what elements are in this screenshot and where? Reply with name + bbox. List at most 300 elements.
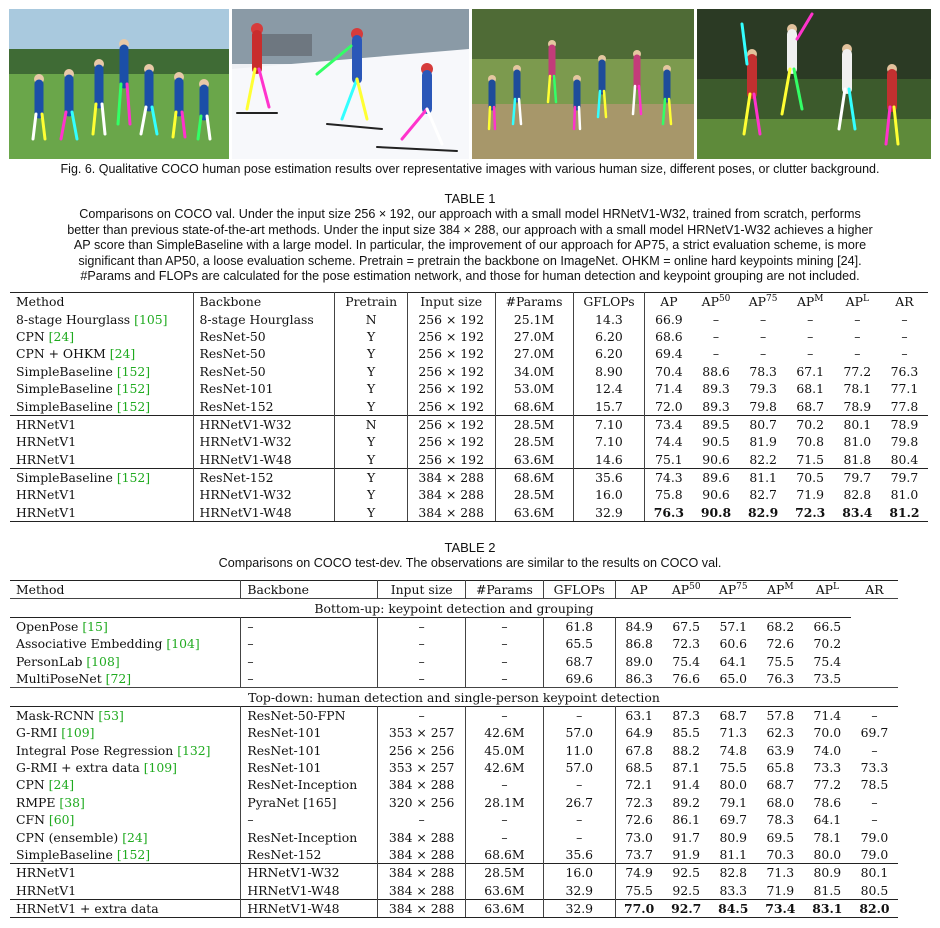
value-cell: N [335, 310, 407, 327]
value-cell: 68.5 [625, 760, 653, 776]
t2-row [10, 635, 898, 652]
value-cell: 25.1M [495, 310, 573, 327]
value-cell: 80.9 [719, 829, 748, 845]
method-cell: CPN [24] [10, 776, 241, 793]
value-cell: 88.2 [672, 742, 700, 758]
t2-row [10, 864, 898, 882]
value-cell: 80.0 [719, 777, 748, 793]
citation-link[interactable]: [105] [134, 311, 168, 327]
value-cell: 14.3 [573, 310, 645, 327]
value-cell: 35.6 [543, 846, 615, 864]
citation-link[interactable]: [152] [116, 398, 151, 414]
value-cell: 384 × 288 [407, 468, 495, 486]
value-cell: 81.1 [740, 468, 787, 486]
value-cell: 87.3 [663, 706, 710, 724]
value-cell: Y [335, 451, 407, 469]
value-cell: 35.6 [573, 468, 645, 486]
value-cell: 384 × 288 [378, 900, 466, 918]
value-cell: HRNetV1-W32 [193, 486, 335, 503]
value-cell: Y [335, 486, 407, 503]
value-cell: 71.9 [796, 487, 824, 503]
value-cell: 66.5 [804, 617, 851, 635]
value-cell: 73.4 [757, 900, 804, 918]
value-cell: 86.3 [625, 671, 653, 687]
value-cell: 71.9 [766, 882, 795, 898]
value-cell: 70.5 [787, 468, 834, 486]
citation-link[interactable]: [104] [166, 636, 200, 652]
method-cell: SimpleBaseline [152] [10, 846, 241, 864]
value-cell: 70.0 [813, 725, 842, 741]
value-cell: N [335, 415, 407, 433]
citation-link[interactable]: [24] [48, 328, 75, 344]
t2-header-cell: $AP^L$ [804, 581, 851, 599]
t1-row [10, 328, 928, 345]
value-cell: 90.8 [692, 504, 739, 522]
value-cell: 78.5 [860, 777, 889, 793]
method-cell: CPN + OHKM [24] [10, 345, 193, 362]
value-cell: 76.3 [645, 504, 693, 522]
value-cell: – [465, 706, 543, 724]
value-cell: 81.5 [813, 882, 842, 898]
value-cell: 64.1 [813, 812, 842, 828]
value-cell: 81.2 [881, 504, 928, 522]
value-cell: – [378, 670, 466, 688]
t1-header-cell: AP$^{50}$ [692, 293, 739, 311]
value-cell: 84.5 [710, 900, 757, 918]
value-cell: 68.6M [465, 846, 543, 864]
value-cell: 79.8 [890, 434, 919, 450]
citation-link[interactable]: [152] [116, 363, 151, 379]
value-cell: 71.5 [796, 451, 824, 467]
value-cell: 85.5 [672, 725, 700, 741]
value-cell: 28.5M [495, 415, 573, 433]
value-cell: ResNet-50 [193, 345, 335, 362]
value-cell: 75.5 [719, 760, 748, 776]
value-cell: ResNet-Inception [241, 776, 378, 793]
value-cell: 32.9 [543, 900, 615, 918]
value-cell: 256 × 192 [407, 363, 495, 380]
value-cell: 75.4 [672, 653, 700, 669]
value-cell: 82.7 [749, 487, 777, 503]
t1-header-cell: AR [881, 293, 928, 311]
value-cell: 90.5 [702, 434, 730, 450]
value-cell: 68.7 [766, 777, 795, 793]
value-cell: 63.9 [766, 742, 795, 758]
table1-label: TABLE 1 [444, 191, 496, 206]
value-cell: – [241, 670, 378, 688]
t2-row [10, 900, 898, 918]
value-cell: 64.9 [625, 725, 653, 741]
t1-row [10, 363, 928, 380]
value-cell: Y [335, 468, 407, 486]
value-cell: – [543, 776, 615, 793]
value-cell: 92.7 [663, 900, 710, 918]
value-cell: 82.2 [749, 451, 777, 467]
value-cell: 75.5 [625, 882, 653, 898]
value-cell: 8-stage Hourglass [193, 310, 335, 327]
method-cell: HRNetV1 [10, 451, 193, 469]
value-cell: 69.5 [766, 829, 795, 845]
value-cell: 79.0 [860, 847, 889, 863]
value-cell: 82.8 [710, 864, 757, 882]
table1-caption-line: better than previous state-of-the-art methods. Under the input size 384 × 288, our approach with a small model HRNetV1-W32 achieves a higher [67, 222, 873, 237]
t1-header-cell: GFLOPs [573, 293, 645, 311]
method-cell: SimpleBaseline [152] [10, 397, 193, 415]
value-cell: 91.9 [672, 847, 700, 863]
value-cell: 68.7 [543, 653, 615, 670]
citation-link[interactable]: [152] [116, 470, 151, 486]
value-cell: 65.0 [719, 671, 748, 687]
value-cell: 89.5 [692, 415, 739, 433]
value-cell: 81.0 [890, 487, 919, 503]
value-cell: 71.3 [719, 725, 748, 741]
value-cell: 256 × 192 [407, 451, 495, 469]
value-cell: ResNet-101 [241, 759, 378, 776]
value-cell: 256 × 192 [407, 415, 495, 433]
table2-label: TABLE 2 [444, 540, 496, 555]
value-cell: 79.3 [749, 381, 777, 397]
value-cell: – [378, 706, 466, 724]
t2-header-cell: Method [10, 581, 241, 599]
citation-link[interactable]: [24] [122, 829, 148, 845]
value-cell: 34.0M [495, 363, 573, 380]
citation-link[interactable]: [24] [48, 777, 75, 793]
citation-link[interactable]: [15] [82, 618, 108, 634]
citation-link[interactable]: [152] [116, 381, 151, 397]
citation-link[interactable]: [152] [116, 847, 151, 863]
t2-row [10, 706, 898, 724]
value-cell: 92.5 [672, 882, 700, 898]
value-cell: 80.9 [804, 864, 851, 882]
value-cell: 92.5 [663, 864, 710, 882]
value-cell: – [465, 635, 543, 652]
t2-header-cell: $AP^M$ [757, 581, 804, 599]
value-cell: 384 × 288 [378, 882, 466, 900]
value-cell: – [871, 794, 878, 810]
value-cell: Y [335, 380, 407, 397]
value-cell: 72.3 [672, 636, 700, 652]
value-cell: 68.7 [710, 706, 757, 724]
value-cell: ResNet-152 [193, 397, 335, 415]
value-cell: 42.6M [465, 759, 543, 776]
method-cell: HRNetV1 [10, 433, 193, 450]
value-cell: 69.7 [860, 725, 889, 741]
value-cell: 69.7 [719, 812, 748, 828]
value-cell: 74.8 [719, 742, 748, 758]
value-cell: 16.0 [573, 486, 645, 503]
value-cell: 89.3 [702, 381, 730, 397]
value-cell: 63.6M [495, 451, 573, 469]
value-cell: 74.0 [813, 742, 842, 758]
value-cell: – [871, 742, 878, 758]
value-cell: 69.4 [655, 346, 683, 362]
value-cell: 65.5 [543, 635, 615, 652]
value-cell: 63.6M [495, 504, 573, 522]
citation-link[interactable]: [60] [48, 812, 75, 828]
value-cell: 7.10 [573, 415, 645, 433]
value-cell: 71.4 [655, 381, 683, 397]
value-cell: 76.6 [672, 671, 700, 687]
value-cell: – [760, 328, 767, 344]
t2-header-cell: AR [851, 581, 898, 599]
table1-caption-line: AP score than SimpleBaseline with a large model. In particular, the improvement of our approach for AP75, a strict evaluation scheme, is more [73, 238, 867, 253]
value-cell: 79.8 [749, 398, 777, 414]
value-cell: 73.3 [813, 760, 842, 776]
t1-header-cell: AP$^{75}$ [740, 293, 787, 311]
value-cell: 70.2 [787, 415, 834, 433]
value-cell: 79.1 [719, 794, 748, 810]
t2-row [10, 882, 898, 900]
t2-header-cell: AP$^{75}$ [710, 581, 757, 599]
citation-link[interactable]: [132] [177, 742, 211, 758]
value-cell: 28.1M [465, 794, 543, 811]
value-cell: 353 × 257 [378, 724, 466, 741]
t2-header-cell: #Params [465, 581, 543, 599]
value-cell: 71.3 [757, 864, 804, 882]
method-cell: MultiPoseNet [72] [10, 670, 241, 688]
value-cell: 81.9 [749, 434, 777, 450]
value-cell: 81.1 [719, 847, 748, 863]
value-cell: – [465, 670, 543, 688]
t1-row [10, 486, 928, 503]
value-cell: 65.8 [766, 760, 795, 776]
table1-caption-line: significant than AP50, a loose evaluation scheme. Pretrain = pretrain the backbone on ImageNet. OHKM = online hard keypoints mining [24]. [78, 253, 862, 268]
value-cell: ResNet-50 [193, 328, 335, 345]
value-cell: 75.8 [655, 487, 683, 503]
value-cell: 57.8 [757, 706, 804, 724]
value-cell: 67.1 [796, 363, 824, 379]
t1-header-cell: Method [10, 293, 193, 311]
value-cell: 72.3 [787, 504, 834, 522]
value-cell: 70.3 [766, 847, 795, 863]
value-cell: 68.7 [796, 398, 824, 414]
t1-row [10, 504, 928, 522]
value-cell: 78.3 [749, 363, 777, 379]
t1-header-cell: Backbone [193, 293, 335, 311]
value-cell: 70.4 [655, 363, 683, 379]
value-cell: 57.1 [710, 617, 757, 635]
value-cell: ResNet-101 [193, 380, 335, 397]
t1-row [10, 433, 928, 450]
value-cell: 83.3 [719, 882, 748, 898]
citation-link[interactable]: [108] [86, 653, 120, 669]
value-cell: 61.8 [543, 617, 615, 635]
value-cell: 32.9 [573, 504, 645, 522]
method-cell: G-RMI [109] [10, 724, 241, 741]
t2-row [10, 742, 898, 759]
value-cell: 79.0 [860, 829, 889, 845]
value-cell: 256 × 192 [407, 345, 495, 362]
value-cell: 26.7 [543, 794, 615, 811]
value-cell: – [465, 828, 543, 845]
value-cell: 73.0 [625, 829, 653, 845]
value-cell: – [241, 653, 378, 670]
value-cell: 73.5 [813, 671, 842, 687]
value-cell: 84.9 [615, 617, 663, 635]
value-cell: 75.5 [766, 653, 795, 669]
value-cell: 45.0M [465, 742, 543, 759]
value-cell: 80.5 [860, 882, 889, 898]
value-cell: HRNetV1-W32 [193, 415, 335, 433]
value-cell: 28.5M [465, 864, 543, 882]
method-cell: CFN [60] [10, 811, 241, 828]
value-cell: 6.20 [573, 345, 645, 362]
value-cell: 11.0 [543, 742, 615, 759]
method-cell: SimpleBaseline [152] [10, 363, 193, 380]
value-cell: 63.6M [465, 900, 543, 918]
value-cell: – [543, 811, 615, 828]
t1-header-cell: AP [645, 293, 693, 311]
method-cell: HRNetV1 [10, 415, 193, 433]
value-cell: 8.90 [573, 363, 645, 380]
value-cell: 384 × 288 [378, 846, 466, 864]
method-cell: HRNetV1 + extra data [10, 900, 241, 918]
value-cell: 76.3 [890, 363, 919, 379]
value-cell: 90.6 [702, 451, 730, 467]
value-cell: 73.7 [625, 847, 653, 863]
value-cell: 63.6M [465, 882, 543, 900]
figure-6-images [9, 9, 931, 159]
jumping-players-photo [697, 9, 931, 159]
value-cell: – [465, 776, 543, 793]
value-cell: 83.1 [804, 900, 851, 918]
value-cell: 82.9 [740, 504, 787, 522]
value-cell: – [712, 311, 720, 327]
value-cell: 320 × 256 [378, 794, 466, 811]
value-cell: – [378, 811, 466, 828]
value-cell: 77.0 [615, 900, 663, 918]
value-cell: Y [335, 345, 407, 362]
value-cell: 73.3 [860, 760, 889, 776]
t2-row [10, 794, 898, 811]
value-cell: 74.3 [645, 468, 693, 486]
value-cell: 81.0 [843, 434, 872, 450]
citation-link[interactable]: [53] [98, 707, 124, 723]
section-bottom-up-label: Bottom-up: keypoint detection and grouping [10, 599, 898, 617]
value-cell: Y [335, 363, 407, 380]
value-cell: HRNetV1-W48 [193, 504, 335, 522]
value-cell: 353 × 257 [378, 759, 466, 776]
soccer-team-photo [9, 9, 229, 159]
value-cell: 76.3 [766, 671, 795, 687]
t1-row [10, 380, 928, 397]
value-cell: 74.4 [655, 434, 683, 450]
value-cell: ResNet-101 [241, 724, 378, 741]
t1-row [10, 397, 928, 415]
value-cell: 80.1 [851, 864, 898, 882]
value-cell: 256 × 192 [407, 433, 495, 450]
value-cell: 78.1 [843, 381, 872, 397]
value-cell: Y [335, 504, 407, 522]
value-cell: 69.6 [543, 670, 615, 688]
value-cell: 15.7 [573, 397, 645, 415]
value-cell: ResNet-50-FPN [241, 706, 378, 724]
t1-row [10, 415, 928, 433]
t1-header-cell: $AP^M$ [787, 293, 834, 311]
skiers-photo [232, 9, 469, 159]
t2-header-cell: AP$^{50}$ [663, 581, 710, 599]
t1-row [10, 310, 928, 327]
value-cell: – [543, 828, 615, 845]
table2-caption: Comparisons on COCO test-dev. The observations are similar to the results on COCO val. [218, 556, 722, 570]
soccer-field-crowd-photo [472, 9, 694, 159]
method-cell: CPN [24] [10, 328, 193, 345]
value-cell: 384 × 288 [378, 864, 466, 882]
value-cell: 16.0 [543, 864, 615, 882]
method-cell: HRNetV1 [10, 486, 193, 503]
value-cell: 78.9 [881, 415, 928, 433]
method-cell: SimpleBaseline [152] [10, 468, 193, 486]
citation-link[interactable]: [109] [61, 725, 95, 741]
method-cell: Mask-RCNN [53] [10, 706, 241, 724]
citation-link[interactable]: [72] [105, 671, 132, 687]
table2 [10, 580, 898, 918]
value-cell: – [901, 328, 908, 344]
t1-header-cell: $AP^L$ [834, 293, 881, 311]
value-cell: – [241, 635, 378, 652]
value-cell: 81.8 [843, 451, 872, 467]
value-cell: PyraNet [165] [241, 794, 378, 811]
section-top-down [10, 688, 898, 706]
t2-row [10, 724, 898, 741]
value-cell: 6.20 [573, 328, 645, 345]
value-cell: 89.2 [672, 794, 700, 810]
value-cell: 256 × 256 [378, 742, 466, 759]
value-cell: 88.6 [702, 363, 730, 379]
citation-link[interactable]: [38] [59, 794, 85, 810]
value-cell: HRNetV1-W48 [241, 900, 378, 918]
t1-header-cell: Input size [407, 293, 495, 311]
value-cell: 62.3 [766, 725, 795, 741]
method-cell: HRNetV1 [10, 882, 241, 900]
value-cell: 79.7 [834, 468, 881, 486]
value-cell: 27.0M [495, 328, 573, 345]
section-bottom-up [10, 599, 898, 617]
value-cell: – [465, 653, 543, 670]
value-cell: – [712, 328, 720, 344]
value-cell: 70.8 [796, 434, 824, 450]
t1-row [10, 468, 928, 486]
value-cell: 28.5M [495, 433, 573, 450]
value-cell: 384 × 288 [378, 828, 466, 845]
t2-row [10, 776, 898, 793]
citation-link[interactable]: [109] [143, 760, 178, 776]
value-cell: 91.4 [672, 777, 700, 793]
value-cell: 77.2 [813, 777, 842, 793]
value-cell: 80.7 [740, 415, 787, 433]
value-cell: 86.1 [672, 812, 700, 828]
value-cell: ResNet-101 [241, 742, 378, 759]
method-cell: Associative Embedding [104] [10, 635, 241, 652]
value-cell: – [851, 706, 898, 724]
value-cell: – [871, 812, 878, 828]
value-cell: Y [335, 328, 407, 345]
citation-link[interactable]: [24] [109, 346, 136, 362]
t1-row [10, 345, 928, 362]
value-cell: ResNet-152 [241, 846, 378, 864]
value-cell: 86.8 [625, 636, 653, 652]
value-cell: 78.6 [813, 794, 842, 810]
value-cell: Y [335, 433, 407, 450]
t2-row [10, 846, 898, 864]
value-cell: 78.1 [813, 829, 842, 845]
value-cell: 384 × 288 [378, 776, 466, 793]
value-cell: 63.1 [615, 706, 663, 724]
value-cell: 80.4 [890, 451, 919, 467]
value-cell: HRNetV1-W48 [193, 451, 335, 469]
value-cell: – [465, 811, 543, 828]
value-cell: HRNetV1-W32 [241, 864, 378, 882]
